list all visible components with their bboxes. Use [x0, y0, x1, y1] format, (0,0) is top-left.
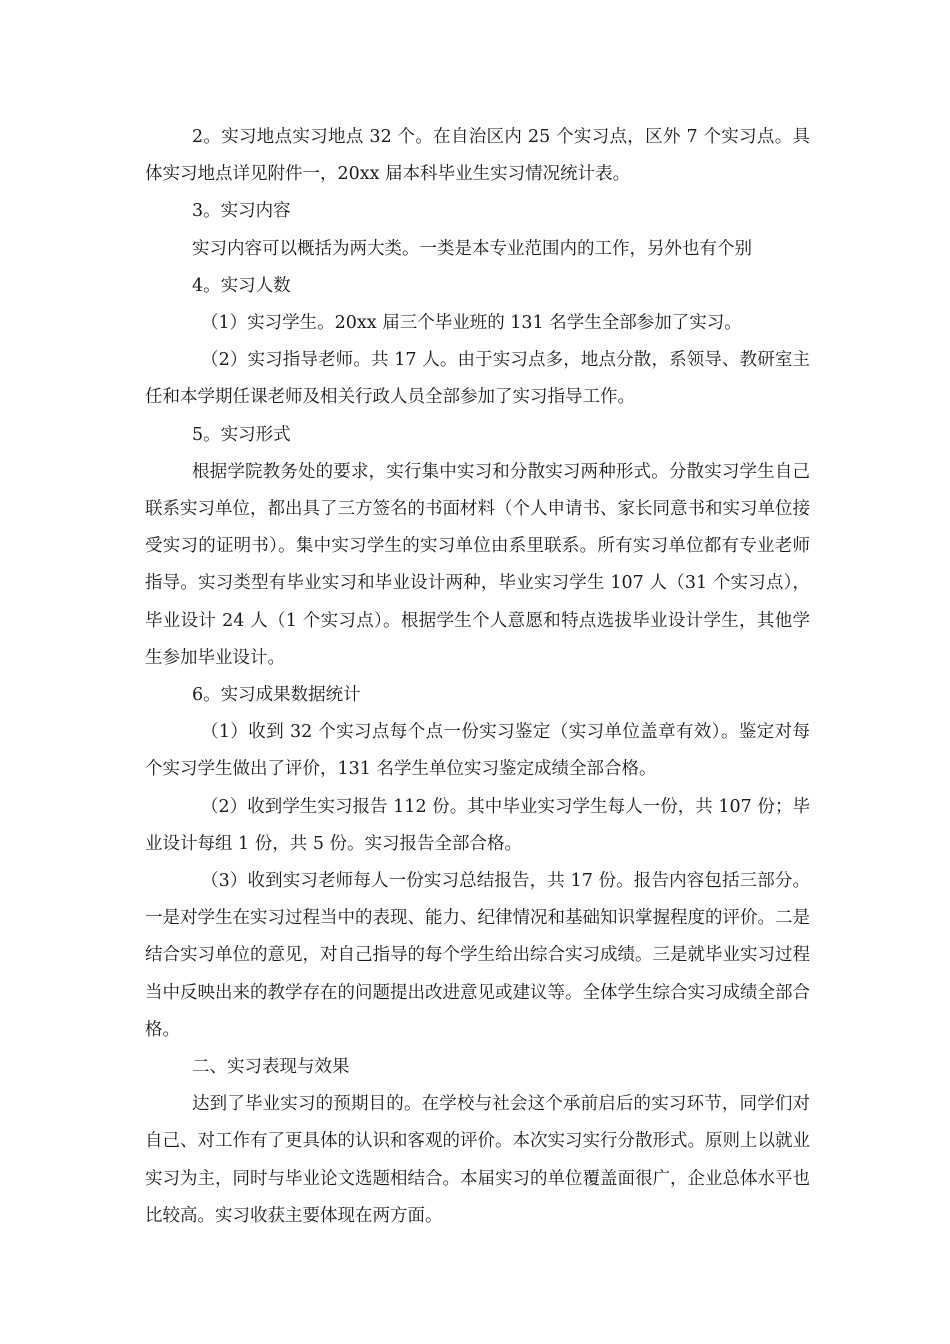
paragraph-results-reports: （2）收到学生实习报告 112 份。其中毕业实习学生每人一份，共 107 份；毕业设计每组 1 份，共 5 份。实习报告全部合格。	[145, 796, 810, 854]
paragraph-internship-format: 根据学院教务处的要求，实行集中实习和分散实习两种形式。分散实习学生自己联系实习单位，都出具了三方签名的书面材料（个人申请书、家长同意书和实习单位接受实习的证明书）。集中实习学生的实习单位由系里联系。所有实习单位都有专业老师指导。实习类型有毕业实习和毕业设计两种，毕业实习学生 107 人（31 个实习点），毕业设计 24 人（1 个实习点）。根据学生个人意愿和特点选拔毕业设计学生，其他学生参加毕业设计。	[145, 461, 810, 668]
heading-performance-effects: 二、实习表现与效果	[192, 1057, 350, 1078]
paragraph-internship-locations: 2。实习地点实习地点 32 个。在自治区内 25 个实习点，区外 7 个实习点。具体实习地点详见附件一，20xx 届本科毕业生实习情况统计表。	[145, 127, 810, 185]
paragraph-internship-advisors: （2）实习指导老师。共 17 人。由于实习点多，地点分散，系领导、教研室主任和本学期任课老师及相关行政人员全部参加了实习指导工作。	[145, 350, 810, 408]
paragraph-results-summaries: （3）收到实习老师每人一份实习总结报告，共 17 份。报告内容包括三部分。一是对学生在实习过程当中的表现、能力、纪律情况和基础知识掌握程度的评价。二是结合实习单位的意见，对自己指导的每个学生给出综合实习成绩。三是就毕业实习过程当中反映出来的教学存在的问题提出改进意见或建议等。全体学生综合实习成绩全部合格。	[145, 871, 810, 1040]
paragraph-performance-effects: 达到了毕业实习的预期目的。在学校与社会这个承前启后的实习环节，同学们对自己、对工作有了更具体的认识和客观的评价。本次实习实行分散形式。原则上以就业实习为主，同时与毕业论文选题相结合。本届实习的单位覆盖面很广，企业总体水平也比较高。实习收获主要体现在两方面。	[145, 1094, 810, 1226]
paragraph-internship-content: 实习内容可以概括为两大类。一类是本专业范围内的工作，另外也有个别	[192, 238, 752, 259]
heading-internship-format: 5。实习形式	[192, 424, 291, 445]
heading-results-statistics: 6。实习成果数据统计	[192, 685, 361, 706]
heading-internship-headcount: 4。实习人数	[192, 275, 291, 296]
heading-internship-content: 3。实习内容	[192, 201, 291, 222]
document-body	[145, 119, 810, 1235]
paragraph-internship-students: （1）实习学生。20xx 届三个毕业班的 131 名学生全部参加了实习。	[201, 313, 742, 334]
paragraph-results-appraisals: （1）收到 32 个实习点每个点一份实习鉴定（实习单位盖章有效）。鉴定对每个实习学生做出了评价，131 名学生单位实习鉴定成绩全部合格。	[145, 722, 810, 780]
